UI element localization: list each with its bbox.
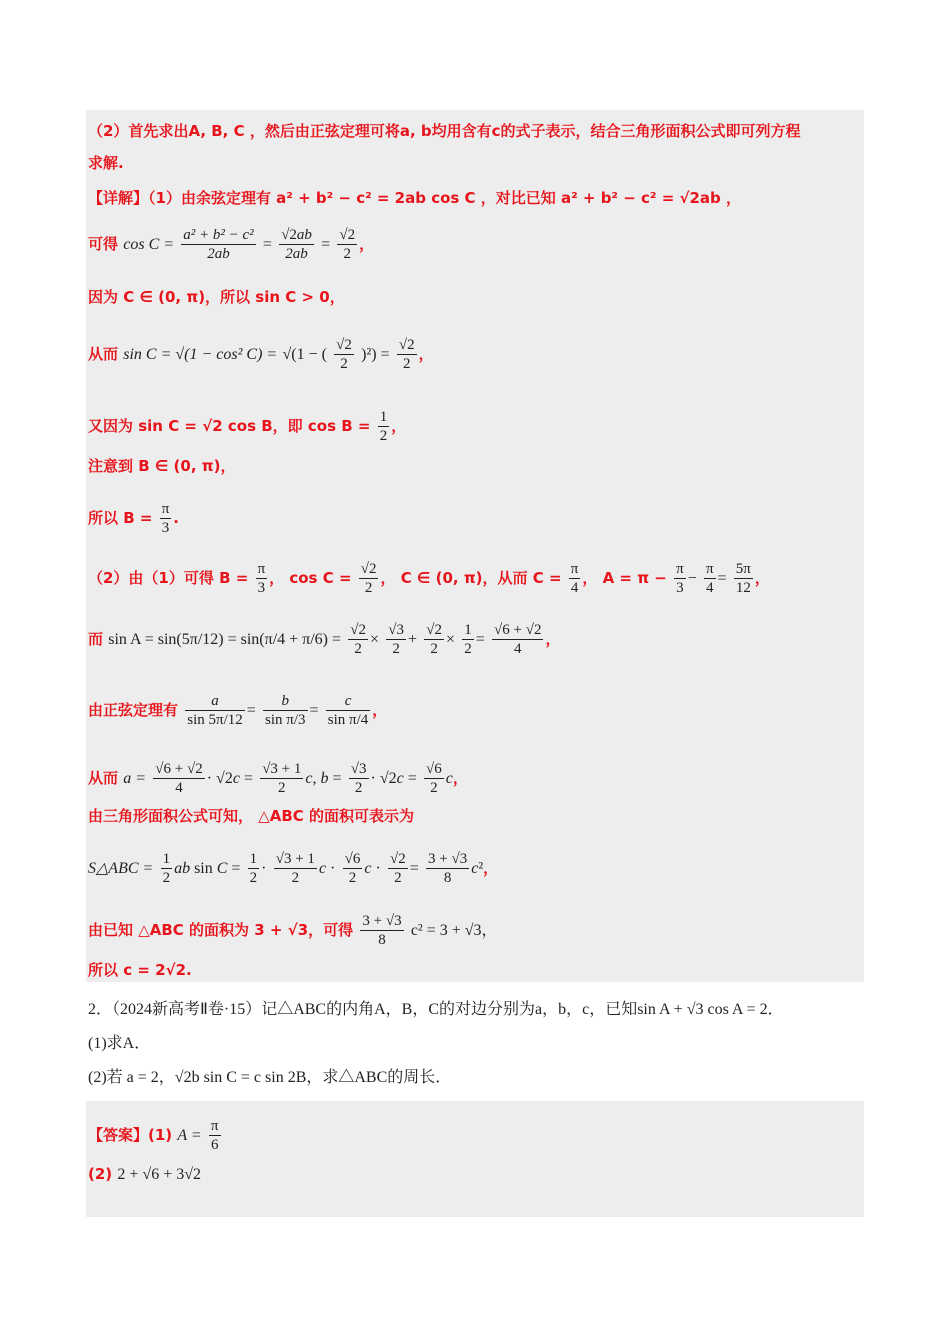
fraction: $\frac{\pi}{3}$ bbox=[257, 561, 266, 596]
fraction: $\frac{\pi}{6}$ bbox=[210, 1118, 219, 1153]
part2-line-6: S△ABC = $\frac{1}{2}$ ab sin C = $\frac{1}{2}$ · $\frac{√3 + 1}{2}$ c · $\frac{√6}{2}$ c · $\frac{√2}{2}$ = $\frac{3 + √3}{8}$ c²， bbox=[88, 851, 499, 886]
fraction: $\frac{3 + √3}{8}$ bbox=[428, 851, 468, 886]
hint-line-2: 求解. bbox=[88, 154, 124, 172]
fraction: $\frac{√2}{2}$ bbox=[390, 851, 406, 886]
answer-tag: 【答案】 bbox=[88, 1126, 149, 1144]
fraction: $\frac{√6}{2}$ bbox=[426, 761, 442, 796]
fraction: $\frac{√2}{2}$ bbox=[398, 337, 415, 372]
detail-line-4: 从而 sin C = √(1 − cos² C) = √(1 − ( $\frac{√2}{2}$ )²) = $\frac{√2}{2}$ ， bbox=[88, 337, 434, 372]
detail-line-5: 又因为 sin C = √2 cos B，即 cos B = $\frac{1}{2}$ ， bbox=[88, 409, 407, 444]
question-2-part-1: (1)求A． bbox=[88, 1035, 151, 1052]
part2-line-3: 由正弦定理有 $\frac{a}{\sin 5\pi/12}$ = $\frac{b}{\text{sin π/3}}$ = $\frac{c}{\text{sin π/4}}$ ， bbox=[88, 693, 388, 728]
part2-line-2: 而 sin A = sin(5π/12) = sin(π/4 + π/6) = $\frac{√2}{2}$ × $\frac{√3}{2}$ + $\frac{√2}{2}$ × $\frac{1}{2}$ = $\frac{√6 + √2}{4}$ ， bbox=[88, 622, 561, 657]
fraction: $\frac{√2}{2}$ bbox=[350, 622, 366, 657]
fraction: $\frac{\pi}{3}$ bbox=[161, 501, 170, 536]
fraction: $\frac{1}{2}$ bbox=[249, 851, 258, 886]
fraction: $\frac{√2}{2}$ bbox=[426, 622, 442, 657]
part2-line-7: 由已知 △ABC 的面积为 3 + √3，可得 $\frac{3 + √3}{8}$ c² = 3 + √3， bbox=[88, 913, 498, 948]
detail-line-1: 【详解】（1）由余弦定理有 a² + b² − c² = 2ab cos C ，对比已知 a² + b² − c² = √2ab ， bbox=[88, 189, 742, 207]
fraction: $\frac{√2ab}{2ab}$ bbox=[281, 227, 312, 262]
fraction: $\frac{\pi}{4}$ bbox=[570, 561, 579, 596]
question-2-stem: 2．（2024新高考Ⅱ卷·15）记△ABC的内角A，B，C的对边分别为a，b，c，已知sin A + √3 cos A = 2． bbox=[88, 1001, 784, 1018]
question-2-part-2: (2)若 a = 2，√2b sin C = c sin 2B，求△ABC的周长． bbox=[88, 1069, 452, 1086]
fraction: $\frac{\pi}{3}$ bbox=[676, 561, 684, 596]
part2-line-1: （2）由（1）可得 B = $\frac{\pi}{3}$ ， cos C = $\frac{√2}{2}$ ， C ∈ (0, π)，从而 C = $\frac{\pi}{4}$ ， A = π − $\frac{\pi}{3}$ − $\frac{\pi}{4}$ = $\frac{5\pi}{12}$ ， bbox=[88, 561, 770, 596]
part2-line-5: 由三角形面积公式可知， △ABC 的面积可表示为 bbox=[88, 807, 415, 825]
fraction: $\frac{1}{2}$ bbox=[379, 409, 388, 444]
detail-line-6: 注意到 B ∈ (0, π)， bbox=[88, 457, 236, 475]
part2-line-4: 从而 a = $\frac{√6 + √2}{4}$ · √2c = $\frac{√3 + 1}{2}$ c, b = $\frac{√3}{2}$ · √2c = $\frac{√6}{2}$ c， bbox=[88, 761, 468, 796]
fraction: $\frac{c}{\text{sin π/4}}$ bbox=[327, 693, 369, 728]
fraction: $\frac{b}{\text{sin π/3}}$ bbox=[265, 693, 306, 728]
part2-line-8: 所以 c = 2√2. bbox=[88, 961, 192, 979]
fraction: $\frac{√3 + 1}{2}$ bbox=[262, 761, 302, 796]
fraction: $\frac{√3}{2}$ bbox=[388, 622, 404, 657]
detail-line-3: 因为 C ∈ (0, π)，所以 sin C > 0， bbox=[88, 288, 345, 306]
fraction: $\frac{√3}{2}$ bbox=[350, 761, 367, 796]
fraction: $\frac{√3 + 1}{2}$ bbox=[275, 851, 315, 886]
fraction: $\frac{1}{2}$ bbox=[464, 622, 472, 657]
fraction: $\frac{a}{\sin 5\pi/12}$ bbox=[187, 693, 243, 728]
fraction: $\frac{5\pi}{12}$ bbox=[735, 561, 751, 596]
detail-line-7: 所以 B = $\frac{\pi}{3}$ . bbox=[88, 501, 179, 536]
fraction: $\frac{3 + √3}{8}$ bbox=[362, 913, 402, 948]
fraction: $\frac{√6 + √2}{4}$ bbox=[155, 761, 203, 796]
answer-line-2: (2) 2 + √6 + 3√2 bbox=[88, 1165, 201, 1183]
fraction: $\frac{√6}{2}$ bbox=[344, 851, 361, 886]
hint-line-1: （2）首先求出A, B, C ，然后由正弦定理可将a, b均用含有c的式子表示，结合三角形面积公式即可列方程 bbox=[88, 122, 801, 140]
fraction: $\frac{√6 + √2}{4}$ bbox=[494, 622, 542, 657]
fraction: $\frac{√2}{2}$ bbox=[336, 337, 352, 372]
fraction: $\frac{\text{a² + b² − c²}}{2ab}$ bbox=[183, 227, 254, 262]
fraction: $\frac{1}{2}$ bbox=[162, 851, 171, 886]
detail-line-2: 可得 cos C = $\frac{\text{a² + b² − c²}}{2ab}$ = $\frac{√2ab}{2ab}$ = $\frac{√2}{2}$ ， bbox=[88, 227, 375, 262]
fraction: $\frac{√2}{2}$ bbox=[339, 227, 356, 262]
fraction: $\frac{√2}{2}$ bbox=[360, 561, 377, 596]
fraction: $\frac{\pi}{4}$ bbox=[705, 561, 714, 596]
answer-line-1: 【答案】(1) A = $\frac{\pi}{6}$ bbox=[88, 1118, 219, 1153]
detail-tag: 【详解】 bbox=[88, 189, 149, 207]
